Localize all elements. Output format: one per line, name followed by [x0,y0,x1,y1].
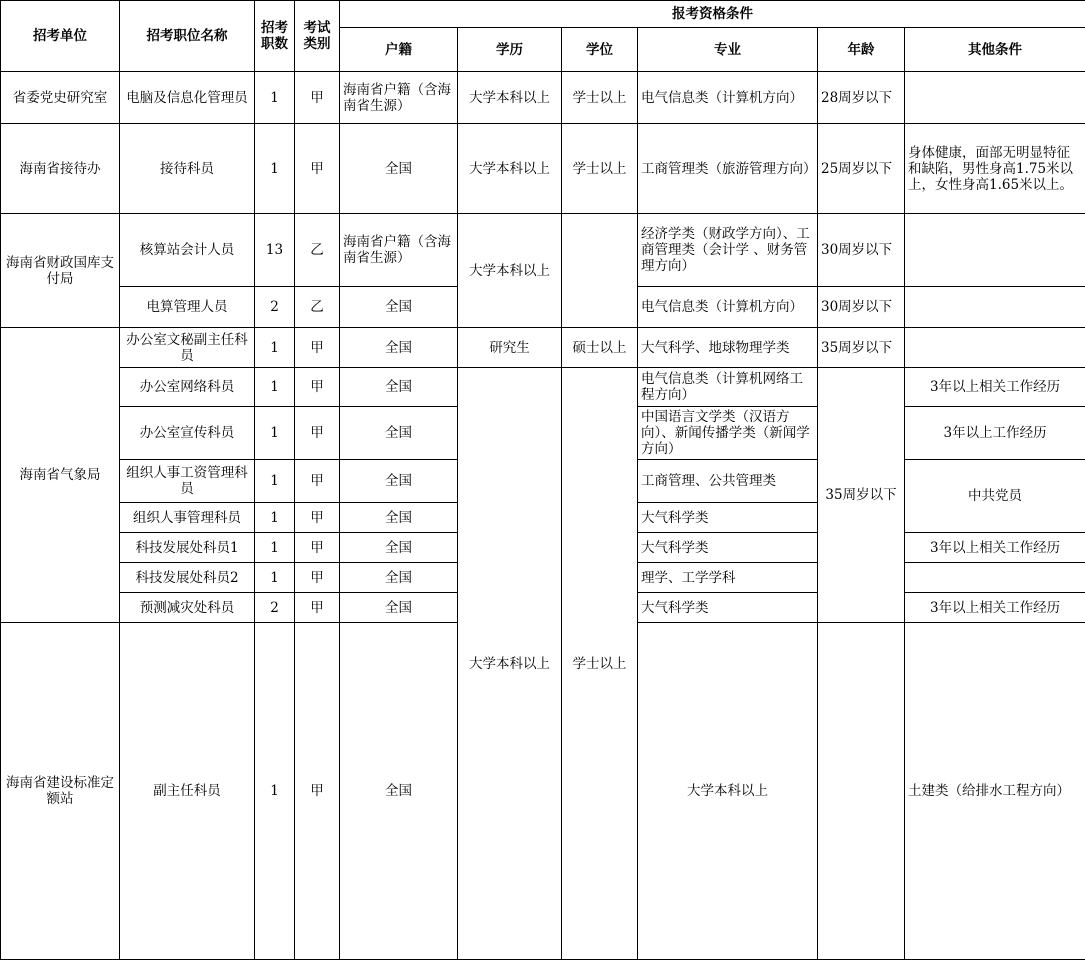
other-cell: 身体健康，面部无明显特征和缺陷，男性身高1.75米以上，女性身高1.65米以上。 [905,124,1085,214]
age-cell: 35周岁以下 [818,368,905,623]
header-major: 专业 [638,28,818,72]
hukou-cell: 全国 [340,287,458,328]
position-cell: 组织人事工资管理科员 [120,460,255,503]
table-row [1,72,1085,124]
degree-cell: 学士以上 [562,72,638,124]
hukou-cell: 海南省户籍（含海南省生源） [340,214,458,287]
count-cell: 1 [255,460,295,503]
major-cell: 工商管理类（旅游管理方向） [638,124,818,214]
hukou-cell: 全国 [340,407,458,460]
position-cell: 科技发展处科员2 [120,563,255,593]
exam-type-cell: 甲 [295,328,340,368]
position-cell: 办公室宣传科员 [120,407,255,460]
education-cell: 研究生 [458,328,562,368]
header-hukou: 户籍 [340,28,458,72]
position-cell: 组织人事管理科员 [120,503,255,533]
hukou-cell: 全国 [340,328,458,368]
header-other: 其他条件 [905,28,1085,72]
header-unit: 招考单位 [1,1,120,72]
exam-type-cell: 甲 [295,368,340,407]
unit-cell: 海南省财政国库支付局 [1,214,120,328]
hukou-cell: 全国 [340,593,458,623]
table-row [1,368,1085,407]
position-cell: 预测减灾处科员 [120,593,255,623]
exam-type-cell: 甲 [295,593,340,623]
other-cell: 3年以上相关工作经历 [905,593,1085,623]
count-cell: 1 [255,328,295,368]
education-cell: 大学本科以上 [458,214,562,328]
education-cell: 大学本科以上 [458,72,562,124]
count-cell: 1 [255,368,295,407]
other-cell [905,287,1085,328]
other-cell: 3年以上工作经历 [905,407,1085,460]
major-cell: 大气科学类 [638,533,818,563]
count-cell: 1 [255,533,295,563]
degree-cell [818,623,905,960]
exam-type-cell: 乙 [295,214,340,287]
position-cell: 电脑及信息化管理员 [120,72,255,124]
position-cell: 接待科员 [120,124,255,214]
degree-cell: 学士以上 [562,124,638,214]
exam-type-cell: 甲 [295,407,340,460]
exam-type-cell: 甲 [295,503,340,533]
position-cell: 核算站会计人员 [120,214,255,287]
education-cell: 大学本科以上 [458,368,562,960]
count-cell: 1 [255,407,295,460]
hukou-cell: 全国 [340,124,458,214]
age-cell: 30周岁以下 [818,287,905,328]
unit-cell: 海南省接待办 [1,124,120,214]
table-row [1,328,1085,368]
exam-type-cell: 乙 [295,287,340,328]
header-qualifications: 报考资格条件 [340,1,1085,28]
age-cell: 30周岁以下 [818,214,905,287]
education-cell: 大学本科以上 [458,124,562,214]
count-cell: 2 [255,287,295,328]
hukou-cell: 海南省户籍（含海南省生源） [340,72,458,124]
exam-type-cell: 甲 [295,460,340,503]
position-cell: 副主任科员 [120,623,255,960]
other-cell: 3年以上相关工作经历 [905,533,1085,563]
major-cell: 电气信息类（计算机方向） [638,287,818,328]
hukou-cell: 全国 [340,563,458,593]
count-cell: 1 [255,563,295,593]
other-cell [905,72,1085,124]
hukou-cell: 全国 [340,533,458,563]
count-cell: 13 [255,214,295,287]
other-cell [905,328,1085,368]
header-position: 招考职位名称 [120,1,255,72]
major-cell: 土建类（给排水工程方向） [905,623,1085,960]
other-cell [905,563,1085,593]
header-education: 学历 [458,28,562,72]
header-degree: 学位 [562,28,638,72]
major-cell: 大气科学类 [638,593,818,623]
header-exam-type: 考试类别 [295,1,340,72]
degree-cell: 学士以上 [562,368,638,960]
position-cell: 电算管理人员 [120,287,255,328]
other-cell [905,214,1085,287]
position-cell: 办公室文秘副主任科员 [120,328,255,368]
exam-type-cell: 甲 [295,623,340,960]
major-cell: 大气科学、地球物理学类 [638,328,818,368]
table-row [1,124,1085,214]
age-cell: 25周岁以下 [818,124,905,214]
position-cell: 办公室网络科员 [120,368,255,407]
hukou-cell: 全国 [340,368,458,407]
major-cell: 电气信息类（计算机方向） [638,72,818,124]
hukou-cell: 全国 [340,623,458,960]
exam-type-cell: 甲 [295,563,340,593]
exam-type-cell: 甲 [295,124,340,214]
major-cell: 经济学类（财政学方向）、工商管理类（会计学 、财务管理方向） [638,214,818,287]
major-cell: 理学、工学学科 [638,563,818,593]
count-cell: 2 [255,593,295,623]
unit-cell: 海南省气象局 [1,328,120,623]
degree-cell [562,214,638,328]
hukou-cell: 全国 [340,503,458,533]
table-row [1,214,1085,287]
age-cell: 35周岁以下 [818,328,905,368]
hukou-cell: 全国 [340,460,458,503]
age-cell: 28周岁以下 [818,72,905,124]
count-cell: 1 [255,623,295,960]
header-age: 年龄 [818,28,905,72]
major-cell: 中国语言文学类（汉语方向）、新闻传播学类（新闻学方向） [638,407,818,460]
header-count: 招考职数 [255,1,295,72]
exam-type-cell: 甲 [295,72,340,124]
other-cell: 中共党员 [905,460,1085,533]
major-cell: 工商管理、公共管理类 [638,460,818,503]
unit-cell: 海南省建设标准定额站 [1,623,120,960]
count-cell: 1 [255,503,295,533]
other-cell: 3年以上相关工作经历 [905,368,1085,407]
count-cell: 1 [255,124,295,214]
count-cell: 1 [255,72,295,124]
exam-type-cell: 甲 [295,533,340,563]
position-cell: 科技发展处科员1 [120,533,255,563]
major-cell: 大气科学类 [638,503,818,533]
major-cell: 电气信息类（计算机网络工程方向） [638,368,818,407]
unit-cell: 省委党史研究室 [1,72,120,124]
degree-cell: 硕士以上 [562,328,638,368]
education-cell: 大学本科以上 [638,623,818,960]
